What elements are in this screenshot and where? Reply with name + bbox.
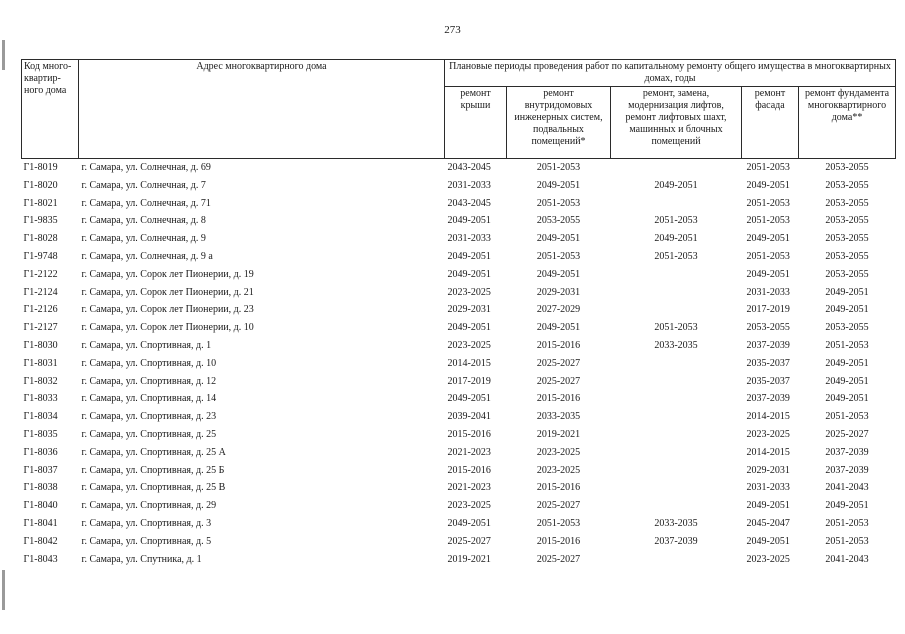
header-engineering: ремонт внутридомовых инженерных систем, подвальных помещений* <box>507 87 611 159</box>
header-code: Код много-квартир-ного дома <box>22 60 79 159</box>
lifts-period <box>611 551 742 569</box>
facade-period: 2037-2039 <box>746 339 790 351</box>
foundation-period: 2049-2051 <box>825 500 869 512</box>
house-code: Г1-8037 <box>23 464 58 476</box>
lifts-period: 2049-2051 <box>654 179 698 191</box>
foundation-period: 2049-2051 <box>825 393 869 405</box>
engineering-period: 2049-2051 <box>536 179 581 191</box>
table-row <box>22 230 896 248</box>
house-address: г. Самара, ул. Спортивная, д. 25 А <box>81 446 226 458</box>
foundation-period: 2053-2055 <box>825 197 869 209</box>
facade-period: 2051-2053 <box>746 197 790 209</box>
engineering-period: 2053-2055 <box>536 215 581 227</box>
roof-period: 2023-2025 <box>447 339 491 351</box>
table-row <box>22 408 896 426</box>
house-code: Г1-8035 <box>23 428 58 440</box>
lifts-period <box>611 284 742 302</box>
lifts-period <box>611 462 742 480</box>
lifts-period <box>611 497 742 515</box>
engineering-period: 2049-2051 <box>536 322 581 334</box>
roof-period: 2043-2045 <box>447 197 491 209</box>
table-row <box>22 337 896 355</box>
roof-period: 2014-2015 <box>447 357 491 369</box>
facade-period: 2029-2031 <box>746 464 790 476</box>
lifts-period: 2049-2051 <box>654 233 698 245</box>
house-code: Г1-8043 <box>23 553 58 565</box>
foundation-period: 2053-2055 <box>825 268 869 280</box>
table-row <box>22 266 896 284</box>
house-code: Г1-9835 <box>23 215 58 227</box>
house-address: г. Самара, ул. Спортивная, д. 12 <box>81 375 217 387</box>
lifts-period <box>611 444 742 462</box>
engineering-period: 2025-2027 <box>536 553 581 565</box>
facade-period: 2049-2051 <box>746 179 790 191</box>
engineering-period: 2029-2031 <box>536 286 581 298</box>
house-code: Г1-8031 <box>23 357 58 369</box>
foundation-period: 2051-2053 <box>825 339 869 351</box>
house-code: Г1-8042 <box>23 535 58 547</box>
facade-period: 2037-2039 <box>746 393 790 405</box>
table-row <box>22 515 896 533</box>
header-planned-periods: Плановые периоды проведения работ по капитальному ремонту общего имущества в многоквартирных домах, годы <box>445 60 896 87</box>
roof-period: 2025-2027 <box>447 535 491 547</box>
facade-period: 2049-2051 <box>746 268 790 280</box>
foundation-period: 2041-2043 <box>825 482 869 494</box>
lifts-period <box>611 195 742 213</box>
roof-period: 2049-2051 <box>447 268 491 280</box>
house-address: г. Самара, ул. Сорок лет Пионерии, д. 19 <box>81 268 254 280</box>
engineering-period: 2027-2029 <box>536 304 581 316</box>
house-address: г. Самара, ул. Солнечная, д. 71 <box>81 197 211 209</box>
lifts-period <box>611 355 742 373</box>
roof-period: 2049-2051 <box>447 393 491 405</box>
engineering-period: 2033-2035 <box>536 411 581 423</box>
foundation-period: 2025-2027 <box>825 428 869 440</box>
roof-period: 2031-2033 <box>447 233 491 245</box>
table-row <box>22 355 896 373</box>
roof-period: 2015-2016 <box>447 464 491 476</box>
house-address: г. Самара, ул. Сорок лет Пионерии, д. 21 <box>81 286 254 298</box>
facade-period: 2023-2025 <box>746 428 790 440</box>
foundation-period: 2051-2053 <box>825 411 869 423</box>
house-code: Г1-8020 <box>23 179 58 191</box>
engineering-period: 2051-2053 <box>536 517 581 529</box>
house-code: Г1-8034 <box>23 411 58 423</box>
house-code: Г1-8036 <box>23 446 58 458</box>
table-row <box>22 301 896 319</box>
house-address: г. Самара, ул. Спортивная, д. 3 <box>81 517 212 529</box>
lifts-period <box>611 408 742 426</box>
house-code: Г1-8041 <box>23 517 58 529</box>
foundation-period: 2053-2055 <box>825 179 869 191</box>
table-row <box>22 212 896 230</box>
engineering-period: 2051-2053 <box>536 197 581 209</box>
house-address: г. Самара, ул. Сорок лет Пионерии, д. 23 <box>81 304 254 316</box>
table-row <box>22 319 896 337</box>
house-code: Г1-8019 <box>23 162 58 173</box>
roof-period: 2021-2023 <box>447 482 491 494</box>
engineering-period: 2023-2025 <box>536 464 581 476</box>
facade-period: 2017-2019 <box>746 304 790 316</box>
lifts-period: 2033-2035 <box>654 339 698 351</box>
roof-period: 2019-2021 <box>447 553 491 565</box>
foundation-period: 2053-2055 <box>825 322 869 334</box>
lifts-period: 2051-2053 <box>654 250 698 262</box>
engineering-period: 2051-2053 <box>536 162 581 173</box>
facade-period: 2051-2053 <box>746 250 790 262</box>
roof-period: 2049-2051 <box>447 322 491 334</box>
house-code: Г1-8028 <box>23 233 58 245</box>
foundation-period: 2049-2051 <box>825 375 869 387</box>
scan-edge-mark <box>2 570 5 610</box>
engineering-period: 2025-2027 <box>536 375 581 387</box>
foundation-period: 2053-2055 <box>825 215 869 227</box>
lifts-period <box>611 390 742 408</box>
engineering-period: 2025-2027 <box>536 500 581 512</box>
table-row <box>22 479 896 497</box>
engineering-period: 2015-2016 <box>536 482 581 494</box>
house-address: г. Самара, ул. Сорок лет Пионерии, д. 10 <box>81 322 254 334</box>
table-body <box>22 159 896 569</box>
house-code: Г1-8030 <box>23 339 58 351</box>
house-code: Г1-2126 <box>23 304 58 316</box>
facade-period: 2053-2055 <box>746 322 790 334</box>
table-row <box>22 195 896 213</box>
table-row <box>22 284 896 302</box>
table-row <box>22 551 896 569</box>
lifts-period <box>611 426 742 444</box>
facade-period: 2035-2037 <box>746 357 790 369</box>
lifts-period <box>611 373 742 391</box>
house-code: Г1-2122 <box>23 268 58 280</box>
lifts-period <box>611 301 742 319</box>
page-number: 273 <box>444 24 461 36</box>
foundation-period: 2053-2055 <box>825 162 869 173</box>
house-code: Г1-8038 <box>23 482 58 494</box>
engineering-period: 2019-2021 <box>536 428 581 440</box>
house-address: г. Самара, ул. Спутника, д. 1 <box>81 553 202 565</box>
house-address: г. Самара, ул. Спортивная, д. 14 <box>81 393 217 405</box>
roof-period: 2039-2041 <box>447 411 491 423</box>
roof-period: 2043-2045 <box>447 162 491 173</box>
facade-period: 2035-2037 <box>746 375 790 387</box>
house-address: г. Самара, ул. Спортивная, д. 23 <box>81 411 217 423</box>
house-address: г. Самара, ул. Солнечная, д. 7 <box>81 179 206 191</box>
foundation-period: 2051-2053 <box>825 517 869 529</box>
table-row <box>22 177 896 195</box>
foundation-period: 2037-2039 <box>825 464 869 476</box>
table-row <box>22 444 896 462</box>
lifts-period <box>611 479 742 497</box>
house-address: г. Самара, ул. Спортивная, д. 5 <box>81 535 212 547</box>
house-code: Г1-2124 <box>23 286 58 298</box>
foundation-period: 2049-2051 <box>825 286 869 298</box>
table-header <box>22 60 896 159</box>
lifts-period: 2051-2053 <box>654 215 698 227</box>
facade-period: 2014-2015 <box>746 446 790 458</box>
lifts-period: 2051-2053 <box>654 322 698 334</box>
foundation-period: 2049-2051 <box>825 304 869 316</box>
house-code: Г1-8032 <box>23 375 58 387</box>
house-address: г. Самара, ул. Солнечная, д. 9 а <box>81 250 213 262</box>
facade-period: 2049-2051 <box>746 535 790 547</box>
facade-period: 2031-2033 <box>746 286 790 298</box>
roof-period: 2049-2051 <box>447 215 491 227</box>
lifts-period: 2033-2035 <box>654 517 698 529</box>
roof-period: 2029-2031 <box>447 304 491 316</box>
roof-period: 2015-2016 <box>447 428 491 440</box>
house-address: г. Самара, ул. Спортивная, д. 10 <box>81 357 217 369</box>
table-row <box>22 390 896 408</box>
foundation-period: 2037-2039 <box>825 446 869 458</box>
header-foundation: ремонт фундамента многоквартирного дома** <box>799 87 896 159</box>
facade-period: 2051-2053 <box>746 162 790 173</box>
header-roof: ремонт крыши <box>445 87 507 159</box>
engineering-period: 2025-2027 <box>536 357 581 369</box>
foundation-period: 2049-2051 <box>825 357 869 369</box>
engineering-period: 2049-2051 <box>536 268 581 280</box>
foundation-period: 2041-2043 <box>825 553 869 565</box>
roof-period: 2049-2051 <box>447 517 491 529</box>
engineering-period: 2023-2025 <box>536 446 581 458</box>
table-row <box>22 373 896 391</box>
house-address: г. Самара, ул. Спортивная, д. 29 <box>81 500 217 512</box>
house-address: г. Самара, ул. Спортивная, д. 1 <box>81 339 212 351</box>
foundation-period: 2051-2053 <box>825 535 869 547</box>
house-address: г. Самара, ул. Солнечная, д. 8 <box>81 215 206 227</box>
table-row <box>22 497 896 515</box>
header-facade: ремонт фасада <box>742 87 799 159</box>
house-address: г. Самара, ул. Спортивная, д. 25 Б <box>81 464 225 476</box>
table-row <box>22 159 896 177</box>
house-address: г. Самара, ул. Спортивная, д. 25 В <box>81 482 226 494</box>
house-code: Г1-2127 <box>23 322 58 334</box>
house-address: г. Самара, ул. Солнечная, д. 69 <box>81 162 211 173</box>
house-code: Г1-8040 <box>23 500 58 512</box>
facade-period: 2014-2015 <box>746 411 790 423</box>
roof-period: 2017-2019 <box>447 375 491 387</box>
facade-period: 2023-2025 <box>746 553 790 565</box>
roof-period: 2049-2051 <box>447 250 491 262</box>
facade-period: 2031-2033 <box>746 482 790 494</box>
roof-period: 2031-2033 <box>447 179 491 191</box>
header-address: Адрес многоквартирного дома <box>79 60 445 159</box>
engineering-period: 2015-2016 <box>536 535 581 547</box>
foundation-period: 2053-2055 <box>825 250 869 262</box>
roof-period: 2023-2025 <box>447 286 491 298</box>
lifts-period <box>611 159 742 177</box>
facade-period: 2045-2047 <box>746 517 790 529</box>
roof-period: 2021-2023 <box>447 446 491 458</box>
table-row <box>22 533 896 551</box>
roof-period: 2023-2025 <box>447 500 491 512</box>
house-address: г. Самара, ул. Спортивная, д. 25 <box>81 428 217 440</box>
house-code: Г1-8033 <box>23 393 58 405</box>
lifts-period: 2037-2039 <box>654 535 698 547</box>
lifts-period <box>611 266 742 284</box>
house-address: г. Самара, ул. Солнечная, д. 9 <box>81 233 206 245</box>
table-row <box>22 462 896 480</box>
foundation-period: 2053-2055 <box>825 233 869 245</box>
facade-period: 2049-2051 <box>746 500 790 512</box>
table-row <box>22 426 896 444</box>
engineering-period: 2015-2016 <box>536 339 581 351</box>
house-code: Г1-8021 <box>23 197 58 209</box>
engineering-period: 2051-2053 <box>536 250 581 262</box>
header-lifts: ремонт, замена, модернизация лифтов, ремонт лифтовых шахт, машинных и блочных помещений <box>611 87 742 159</box>
scan-edge-mark <box>2 40 5 70</box>
engineering-period: 2015-2016 <box>536 393 581 405</box>
facade-period: 2051-2053 <box>746 215 790 227</box>
table-row <box>22 248 896 266</box>
house-code: Г1-9748 <box>23 250 58 262</box>
capital-repair-table <box>21 59 896 568</box>
engineering-period: 2049-2051 <box>536 233 581 245</box>
facade-period: 2049-2051 <box>746 233 790 245</box>
